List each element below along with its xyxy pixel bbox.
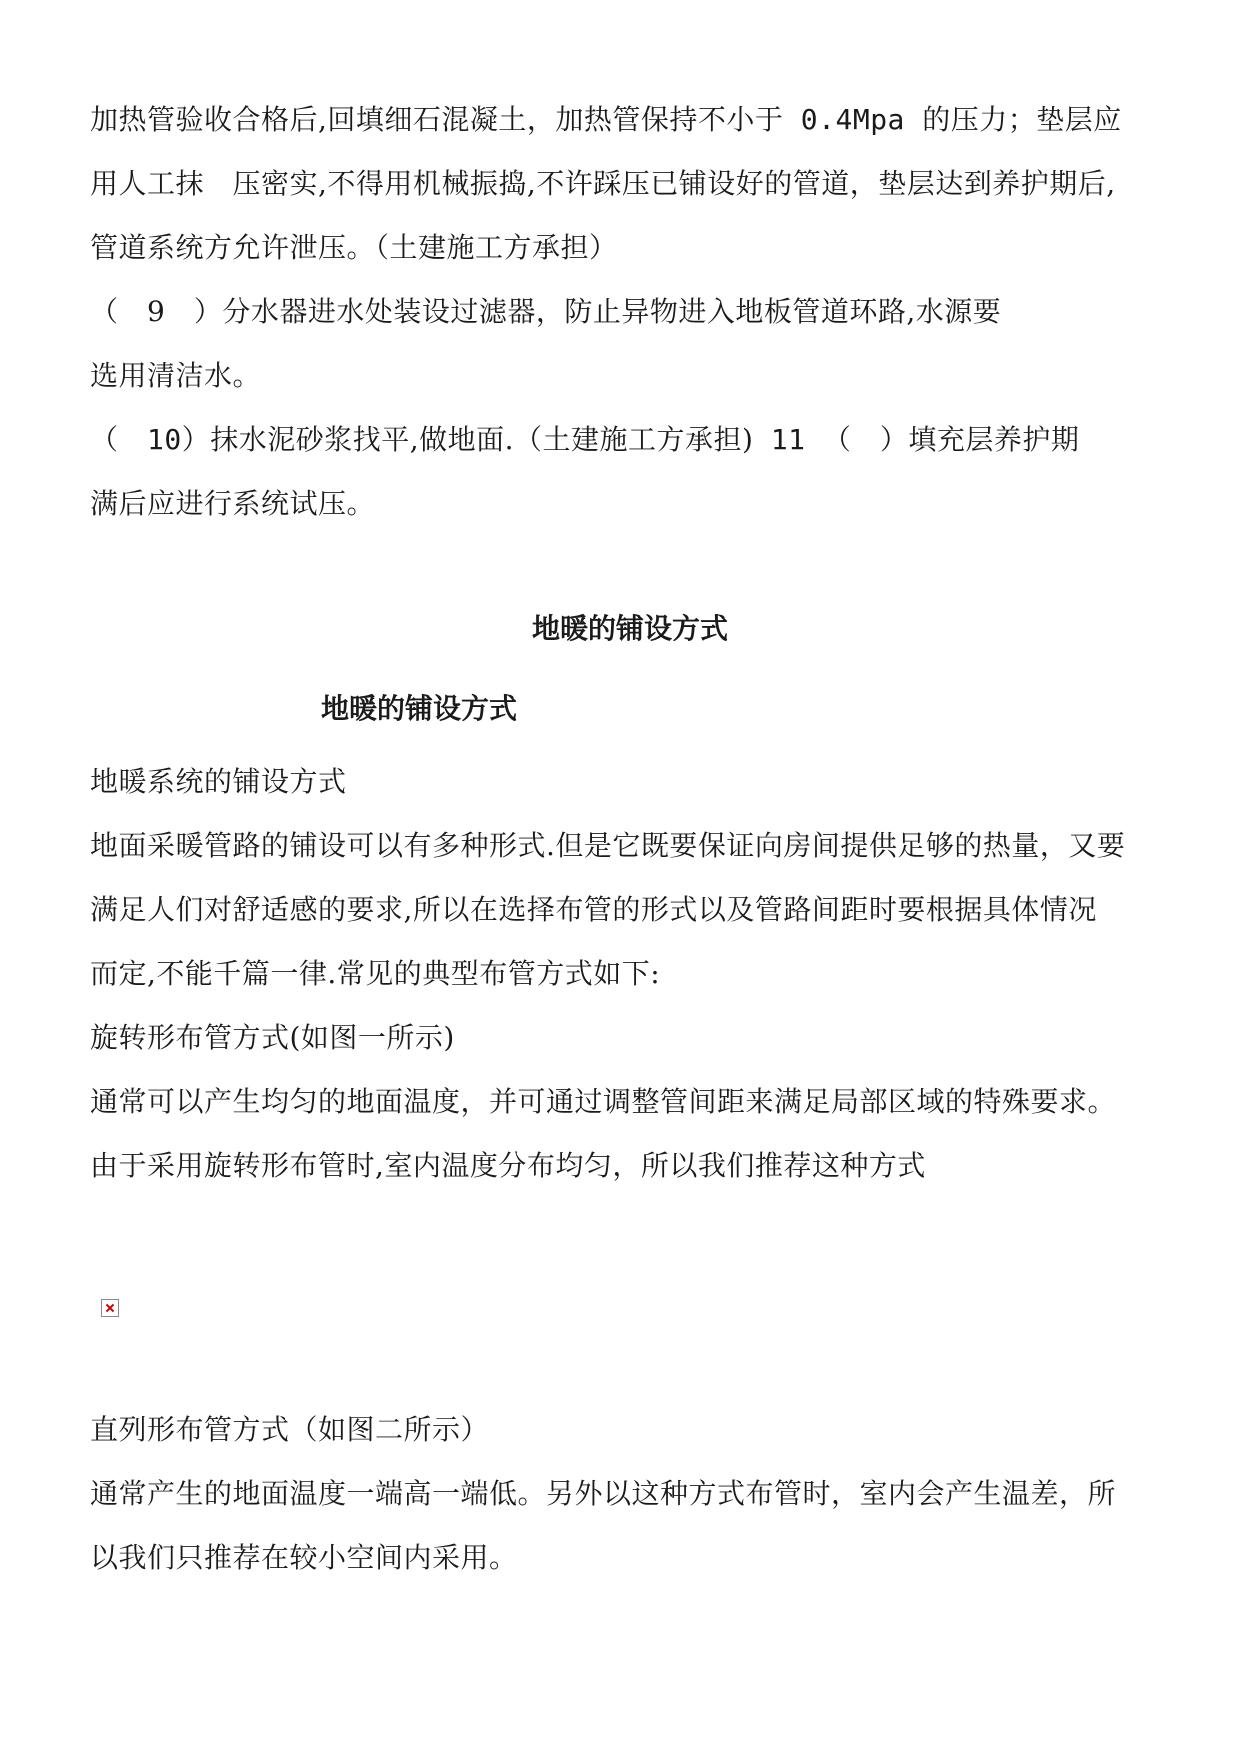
- sub-heading: 地暖的铺设方式: [321, 692, 518, 725]
- broken-image-icon: [101, 1299, 119, 1317]
- step-10-line: [90, 420, 1079, 460]
- layout-method-title: 直列形布管方式（如图二所示）: [90, 1413, 490, 1446]
- paragraph-line: 满足人们对舒适感的要求,所以在选择布管的形式以及管路间距时要根据具体情况: [90, 893, 1097, 926]
- section-heading: 地暖的铺设方式: [532, 612, 729, 645]
- paragraph-line: 通常产生的地面温度一端高一端低。另外以这种方式布管时，室内会产生温差，所: [90, 1477, 1117, 1510]
- paragraph-line: 地暖系统的铺设方式: [90, 765, 347, 798]
- paragraph-line: 通常可以产生均匀的地面温度，并可通过调整管间距来满足局部区域的特殊要求。: [90, 1085, 1117, 1118]
- text-segment: 加热管验收合格后,回填细石混凝土，加热管保持不小于: [90, 103, 784, 136]
- text-segment: （ ）填充层养护期: [822, 423, 1080, 456]
- paragraph-line: 以我们只推荐在较小空间内采用。: [90, 1541, 518, 1574]
- paragraph-line: 管道系统方允许泄压。（土建施工方承担）: [90, 231, 618, 264]
- text-segment: 的压力；垫层应: [922, 103, 1122, 136]
- step-number: 10: [147, 423, 182, 456]
- layout-method-title: 旋转形布管方式(如图一所示): [90, 1021, 455, 1054]
- step-9-line: （ 9 ）分水器进水处装设过滤器，防止异物进入地板管道环路,水源要: [90, 295, 1002, 328]
- paragraph-line: 选用清洁水。: [90, 359, 262, 392]
- paragraph-line: 满后应进行系统试压。: [90, 487, 376, 520]
- paragraph-line: 用人工抹 压密实,不得用机械振捣,不许踩压已铺设好的管道，垫层达到养护期后,: [90, 167, 1116, 200]
- step-number: 11: [753, 423, 823, 456]
- paragraph-line: 地面采暖管路的铺设可以有多种形式.但是它既要保证向房间提供足够的热量，又要: [90, 829, 1126, 862]
- text-segment: ）抹水泥砂浆找平,做地面.（土建施工方承担): [181, 423, 754, 456]
- paragraph-line: 由于采用旋转形布管时,室内温度分布均匀，所以我们推荐这种方式: [90, 1149, 926, 1182]
- pressure-value: 0.4Mpa: [783, 103, 923, 136]
- paragraph-line: 而定,不能千篇一律.常见的典型布管方式如下:: [90, 957, 661, 990]
- text-segment: （: [90, 423, 148, 456]
- paragraph-line: [90, 100, 1122, 140]
